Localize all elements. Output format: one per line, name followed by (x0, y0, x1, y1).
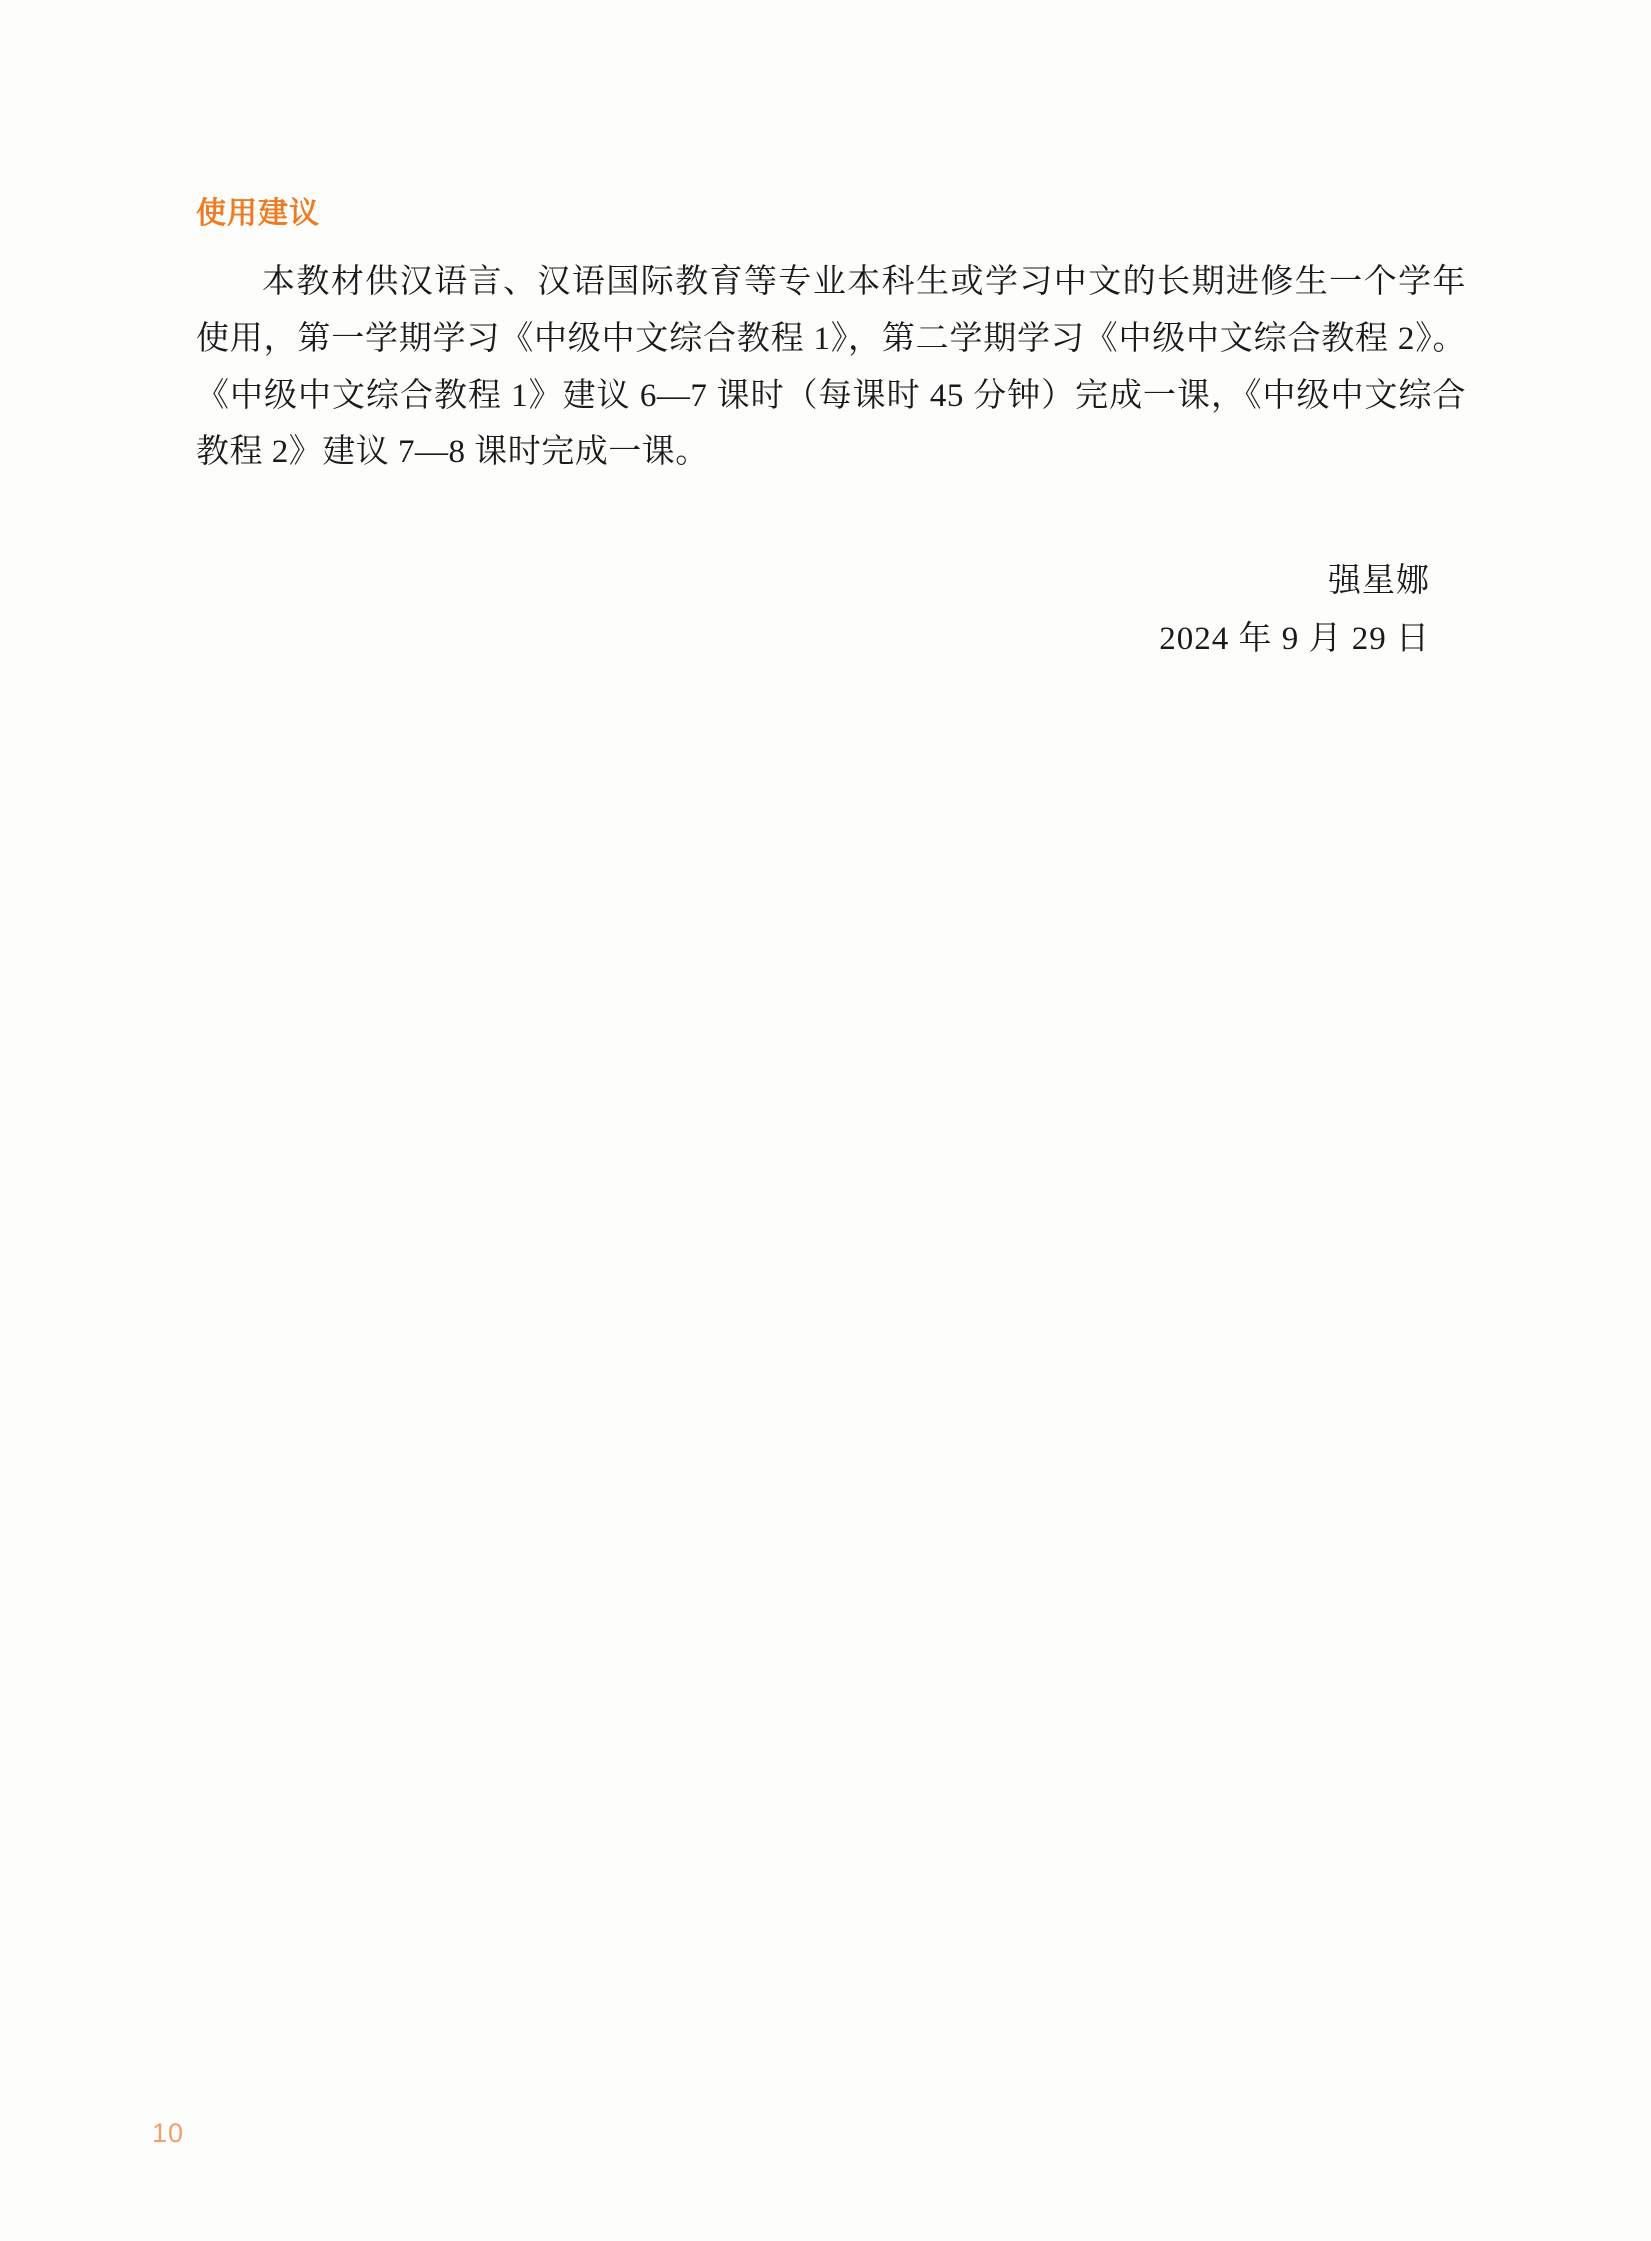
signature-date: 2024 年 9 月 29 日 (1159, 620, 1430, 657)
signature-block (196, 553, 1466, 669)
signature-name: 强星娜 (1328, 563, 1430, 599)
page-number: 10 (152, 2118, 185, 2148)
body-paragraph: 本教材供汉语言、汉语国际教育等专业本科生或学习中文的长期进修生一个学年使用，第一学期学习《中级中文综合教程 1》，第二学期学习《中级中文综合教程 2》。《中级中文综合教程 1》建议 6—7 课时（每课时 45 分钟）完成一课，《中级中文综合教程 2》建议 7—8 课时完成一课。 (196, 264, 1467, 471)
section-heading: 使用建议 (196, 197, 320, 230)
page-content (196, 188, 1466, 669)
